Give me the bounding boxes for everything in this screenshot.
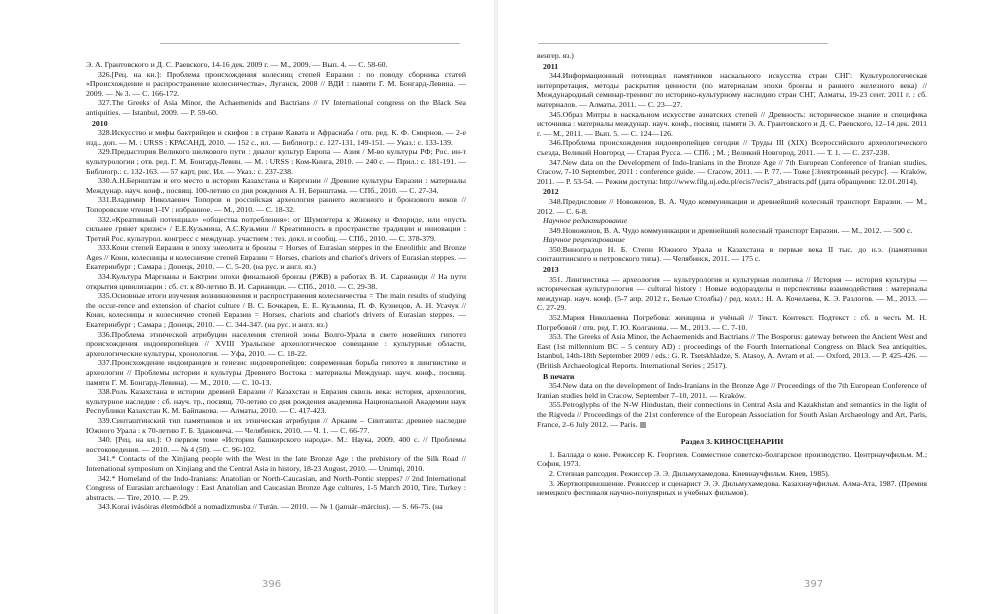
bibliography-entry: 340. [Рец. на кн.]: О первом томе «Истории башкирского народа». М.: Наука, 2009. 400 с. // Проблемы востоковедения. — 2010. — № 4 (50). — С. 96-102. [86, 435, 466, 454]
bibliography-entry: 345.Образ Митры в наскальном искусстве азиатских степей // Древность: историческое знание и специфика источника : материалы междунар. науч. конф., посвящ. памяти Э. А. Грантовского и Д. С. Раевского, 12–14 дек. 2011 г. — М., 2011. — Вып. 5. — С. 124—126. [537, 109, 927, 138]
bibliography-entry: 336.Проблема этнической атрибуции населения степной зоны Волго-Урала в свете новейших гипотез происхождения индоевропейцев // XVIII Уральское археологическое совещание : культурные области, археологические культуры, хронология. — Уфа, 2010. — С. 18-22. [86, 329, 466, 358]
bibliography-column [537, 51, 927, 498]
bibliography-entry: 337.Происхождение индоиранцев и генезис индоевропейцев: современная борьба гипотез в лингвистике и археологии // Проблемы истории и культуры Древнего Востока : материалы Междунар. науч. конф., посвящ. памяти Г. М. Бонгард-Левина). — М., 2010. — С. 10-13. [86, 358, 466, 387]
header-rule [160, 43, 460, 44]
bibliography-entry: 331.Владимир Николаевич Топоров и российская археология раннего железного и бронзового веков // Топоровские чтения I–IV : избранное. — М., 2010. — С. 18-32. [86, 195, 466, 214]
year-heading: 2011 [543, 61, 559, 71]
subsection-heading: Научное рецензирование [543, 235, 625, 245]
year-heading: 2013 [543, 265, 559, 275]
left-page [0, 0, 494, 614]
bibliography-entry: 353. The Greeks of Asia Minor, the Achaemenids and Bactrians // The Bosporus: gateway between the Ancient West and East (1st millennium BC – 5 century AD) : proceedings of the Fourth International Congress on Black Sea antiquities, Istanbul, 14th-18th September 2009 / eds.: G. R. Tsetskhladze, S. Atasoy, A. Avram et al. — Oxford, 2013. — P. 425-426. — (British Archaeological Reports. International Series ; 2517). [537, 332, 927, 370]
subsection-heading: Научное редактирование [543, 216, 628, 226]
year-heading: В печати [543, 371, 575, 381]
bibliography-entry: 351. Лингвистика — археология — культурология и культурная политика // История — история культуры — историческая культурология — cultural history : Новые водоразделы и перспективы взаимодействия : материалы междунар. науч. конф. (5-7 апр. 2012 г., Белые Столбы) / ред. колл.: Н. А. Кочелаева, К. Э. Разлогов. — М., 2013. — С. 27-29. [537, 274, 927, 313]
page-number: 396 [262, 579, 282, 590]
bibliography-entry: 342.* Homeland of the Indo-Iranians: Anatolian or North-Caucasian, and North-Pontic steppes? // 2nd International Congress of Eurasian archaeology : East Anatolian and Caucasian Bronze Age cultures, 1-5 March 2010, Tire, Turkey : abstracts. — Tire, 2010. — P. 29. [86, 473, 466, 502]
bibliography-entry: 339.Синташтинский тип памятников и их этническая атрибуция // Аркаим – Синташта: древнее наследие Южного Урала : к 70-летию Г. Б. Здановича. — Челябинск, 2010. — Ч. 1. — С. 66-77. [86, 415, 466, 435]
bibliography-entry: 335.Основные итоги изучения возникновения и распространения колесничества = The main results of studying the occur-rence and extension of chariot culture / В. С. Бочкарев, Е. Е. Кузьмина, П. Ф. Кузнецов, А. Н. Усачук // Кони, колесницы и колесничие степей Евразии = Horses, chariots and chariot's drivers of Eurasian steppes. — Екатеринбург ; Самара ; Донецк, 2010. — С. 344-347. (на рус. и англ. яз.) [86, 291, 466, 330]
entry-continuation: Э. А. Грантовского и Д. С. Раевского, 14-16 дек. 2009 г. — М., 2009. — Вып. 4. — С. 58-60. [86, 60, 388, 69]
bibliography-entry: 329.Предыстория Великого шелкового пути : диалог культур Европа — Азия / М-во культуры РФ; Рос. ин-т культурологии ; отв. ред. Г. М. Бонгард-Левин. — М. : URSS : Ком-Книга, 2010. — 240 с. — Прил.: с. 181-191. — Библиогр.: с. 132-163. — 57 карт, рис. Ил. — Указ.: с. 237-238. [86, 147, 466, 176]
bibliography-entry: 1. Баллада о коне. Режиссер К. Георгиев. Совместное советско-болгарское производство. Центрнаучфильм. М.; София, 1973. [537, 449, 927, 469]
bibliography-entry: 341.* Contacts of the Xinjiang people with the West in the late Bronze Age : the prehistory of the Silk Road // International symposium on Xinjiang and the Central Asia in history, 18-23 August, 2010. — Urumqi, 2010. [86, 454, 466, 473]
bibliography-entry: 326.[Рец. на кн.]: Проблема происхождения колесниц степей Евразии : по поводу сборника статей «Происхождение и распространение колесничества», Луганск, 2008 // ВДИ : памяти Г. М. Бонгард-Левина. — 2009. — № 3. — С. 166-172. [86, 69, 466, 98]
bibliography-entry: 349.Новоженов, В. А. Чудо коммуникации и древнейший колесный транспорт Евразии. — М., 2012. — 500 с. [549, 225, 913, 235]
bibliography-entry: 328.Искусство и мифы бактрийцев и скифов : в стране Кавата и Афрасиаба / отв. ред. К. Ф. Смирнов. — 2-е изд., доп. — М. : URSS : КРАСАНД, 2010. — 152 с., ил. — Библиогр.: с. 127-131, 149-151. — Указ.: с. 133-139. [86, 128, 466, 147]
bibliography-entry: 355.Petroglyphs of the N-W Hindustan, their connections in Central Asia and Kazakhstan and semantics in the light of the Rigveda // Proceedings of the 21st conference of the European Association for South Asian Archaeology and Art, Paris, France, 2–6 July 2012. — Paris. [537, 400, 927, 429]
bibliography-entry: 334.Культура Маргианы и Бактрии эпохи финальной бронзы (РЖВ) в работах В. И. Сарианиди // На пути открытия цивилизации : сб. ст. к 80-летию В. И. Сарианиди. — СПб., 2010. — С. 29-38. [86, 272, 466, 291]
bibliography-entry: 338.Роль Казахстана в истории древней Евразии // Казахстан и Евразия сквозь века: история, археология, культурное наследие : сб. науч. тр., посвящ. 70-летию со дня рождения академика Национальной Академии наук Республики Казахстан К. М. Байпакова. — Алматы, 2010. — С. 417-423. [86, 387, 466, 416]
bibliography-entry: 354.New data on the development of Indo-Iranians in the Bronze Age // Proceedings of the 7th European Conference of Iranian studies held in Cracow, September 7–10, 2011. — Kraków. [537, 381, 927, 400]
bibliography-entry: 347.New data on the Development of Indo-Iranians in the Bronze Age // 7th European Conference of Iranian studies, Cracow, 7-10 September, 2011 : conference guide. — Cracow, 2011. — P. 77. — Тоже [Электронный ресурс]. — Kraków, 2011. — P. 53-54. — Режим доступа: http://www.filg.uj.edu.pl/ecis7/ecis7_abstracts.pdf (дата обращения: 12.01.2014). [537, 157, 927, 186]
bibliography-entry: 346.Проблема происхождения индоевропейцев сегодня // Труды III (XIX) Всероссийского археологического съезда, Великий Новгород — Старая Русса. — СПб. ; М. ; Великий Новгород, 2011. — Т. 1. — С. 237-238. [537, 138, 927, 157]
header-rule [538, 43, 828, 44]
bibliography-entry: 327.The Greeks of Asia Minor, the Achaemenids and Bactrians // IV International congress on the Black Sea antiquities. — Istanbul, 2009. — P. 59-60. [86, 98, 466, 117]
bibliography-entry: 330.А.Н.Бернштам и его место в истории Казахстана и Киргизии // Древние культуры Евразии : материалы Междунар. науч. конф., посвящ. 100-летию со дня рождения А. Н. Бернштама. — СПб., 2010. — С. 27-34. [86, 176, 466, 195]
bibliography-entry: 348.Предисловие // Новоженов, В. А. Чудо коммуникации и древнейший колесный транспорт Евразии. — М., 2012. — С. 6-8. [537, 196, 927, 216]
bibliography-entry: 2. Степная рапсодия. Режиссер Э. Э. Дильмухамедова. Киевнаучфильм. Киев, 1985). [549, 468, 830, 478]
entry-continuation: венгер. яз.) [537, 51, 574, 60]
bibliography-entry: 352.Мария Николаевна Погребова: женщина и учёный // Текст. Контекст. Подтекст : сб. в честь М. Н. Погребовой / отв. ред. Г. Ю. Колганова. — М., 2013. — С. 7-10. [537, 313, 927, 332]
bibliography-entry: 344.Информационный потенциал памятников наскального искусства стран СНГ: Культурологическая интерпретация, методы раскрытия ценности (по материалам эпохи бронзы и раннего железного века) // Международный семинар-тренинг по историко-культурному наследию стран СНГ, Алматы, 19-23 сент. 2011 г. : сб. материалов. — Алматы, 2011. — С. 23—27. [537, 71, 927, 109]
right-page [498, 0, 991, 614]
year-heading: 2012 [543, 187, 559, 197]
page-number: 397 [804, 579, 824, 590]
end-of-section-mark [640, 422, 646, 428]
bibliography-entry: 343.Korai ivásóiras életmódból a nomadizmusba // Turán. — 2010. — № 1 (január–március). — S. 66-75. (на [98, 502, 443, 512]
bibliography-entry: 332.«Креативный потенциал» «общества потребления»: от Шумпетера к Жижеку и Флориде, или «пусть сильнее грянет кризис» / Е.Е.Кузьмина, А.С.Кузьмин // Креативность в пространстве традиции и инновации : Третий Рос. культурол. конгресс с междунар. участием : тез. докл. и сообщ. — СПб., 2010. — С. 378-379. [86, 214, 466, 243]
bibliography-entry: 350.Виноградов Н. Б. Степи Южного Урала и Казахстана в первые века II тыс. до н.э. (памятники синташтинского и петровского типа). — Челябинск, 2011. — 175 с. [537, 244, 927, 264]
bibliography-column [86, 60, 466, 512]
bibliography-entry: 333.Кони степей Евразии в эпоху энеолита и бронзы = Horses of Eurasian steppes in the Eneolithic and Bronze Ages // Кони, колесницы и колесничие степей Евразии = Horses, chariots and chariot's drivers of Eurasian steppes. — Екатеринбург ; Самара ; Донецк, 2010. — С. 5-20. (на рус. и англ. яз.) [86, 243, 466, 272]
bibliography-entry: 3. Жертвоприношение. Режиссер и сценарист Э. Э. Дильмухамедова. Казахнаучфильм. Алма-Ата, 1987. (Премия немецкого фестиваля научно-популярных и учебных фильмов). [537, 478, 927, 498]
section-title: Раздел 3. КИНОСЦЕНАРИИ [680, 437, 784, 447]
year-heading: 2010 [92, 118, 108, 128]
